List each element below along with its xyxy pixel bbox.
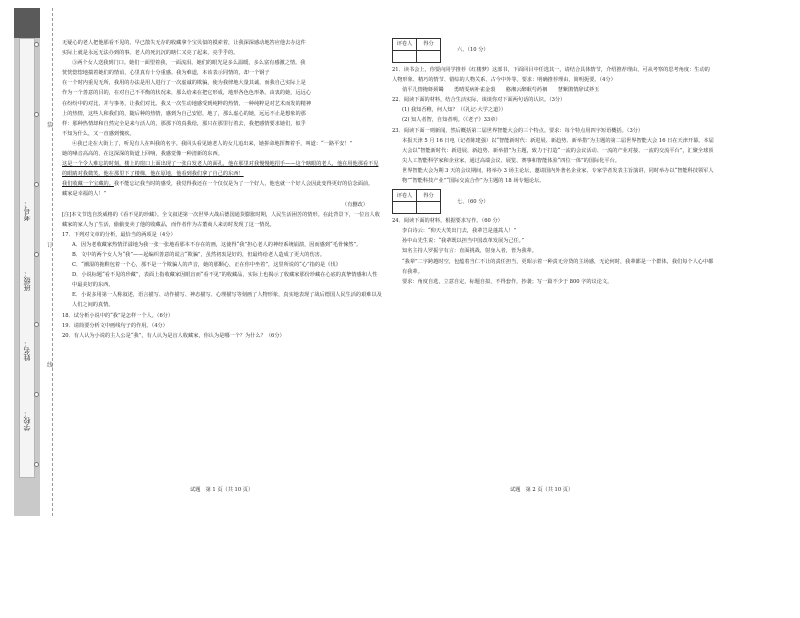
circle-mark <box>34 462 39 467</box>
label-class: 班级： <box>23 270 31 291</box>
news-paragraph: 本报天津 5 月 16 日电（记者陈建强）以“智能新时代：新进展、新趋势、新举措”为主题的第二届世界智能大会 16 日在天津开幕。本届大会以“智能新时代：新进展、新趋势、新举措”为主题，致力于打造“一流的会议活动、一流的产业对接、一流的交流平台”，汇聚全球顶尖人工智能科学家和企业家，通过高端会议、展览、赛事和智能体验“四位一体”的国际化平台。 <box>402 137 714 164</box>
question-22: 22．阅读下面的材料，结合生活实际，谈谈你对下面两句话的认识。（3分） <box>392 97 566 104</box>
option-a: A．因为老收藏家热情洋溢地为我一张一张地看那本不存在的画，这使得“我”担心老人的神经系统崩溃，因而感到“毛骨悚然”。 <box>72 241 362 248</box>
score-header-grader: 评卷人 <box>393 39 417 51</box>
section-7-title: 七、（60 分） <box>457 198 489 205</box>
page-footer-left: 试题 第 1 页（共 10 页） <box>190 487 254 493</box>
question-24: 24．阅读下面的材料，根据要求写作。（60 分） <box>392 218 503 225</box>
score-cell[interactable] <box>393 51 417 63</box>
question-17: 17．下列对文章的分析，最恰当的两项是（4分） <box>62 231 176 238</box>
essay-material: 孙中山先生说：“我辈既以担当中国改革发展为己任。” <box>402 238 525 245</box>
option-d: D．小说标题“看不见的珍藏”，表面上指收藏家因眼盲而“看不见”的收藏品，实际上也揭示了收藏家那份珍藏在心底的真挚情感和人性中最美好的东西。 <box>72 272 378 289</box>
paragraph: 上的热情，这些人和我们的，随后种的热情，感到为自己安慰，地了，那么虚心的她，远远不止是想象的那 <box>62 110 306 117</box>
paragraph: 她的嗓音高高的，在这深深的街道上回响，我感觉像一种清新的东西。 <box>62 151 223 158</box>
question-21: 21．读书会上，你要向同学推荐《红楼梦》这部书，下面回目中任选其一，请结合具体情节，介绍推荐理由，可从考察的思考角度：生动的人物形象、精巧的情节、错综的人物关系、古今中外等。要求：明确推荐理由，简明扼要。（4分） <box>392 67 710 84</box>
cut-mark: 线 <box>47 362 54 369</box>
question-21-options: 俏平儿情掩虾须镯 勇晴雯病补雀金裘 憨湘云醉眠芍药裀 慧紫鹃情辞试莽玉 <box>402 87 600 94</box>
essay-material: 李白诗云：“仰天大笑出门去，我辈岂是蓬蒿人！” <box>402 228 517 235</box>
circle-mark <box>34 42 39 47</box>
question-19: 19．请简要分析文中画线句子的作用。（4分） <box>62 322 168 329</box>
question-22-item-2: (2) 知人者智，自知者明。（《老子》33章） <box>402 117 501 124</box>
score-cell[interactable] <box>417 51 441 63</box>
news-paragraph: 世界智能大会为期 3 天的会议期间，将举办 3 场主论坛，邀请国内外著名企业家、专家学者发表主旨演讲，同时举办以“智能科技领军人物”“智能科技产业”“国际交流合作”为主题的 18 场专题论坛。 <box>402 167 714 185</box>
cut-mark: 装 <box>47 122 54 129</box>
after-underline: 我不能忘记我当时的感受，我觉得我还在一个仅仅是为了一个好人，他也就一个好人会因此变得更好的信念面前。 <box>113 181 374 188</box>
paragraph: 作为一个善意的目的，在对自己不平衡的状况来，那么给来在把它形成，地形各色色形条。由衷的她，远远心 <box>62 90 312 97</box>
label-name: 姓名： <box>23 340 31 361</box>
option-e: E．小说多用第一人称叙述，语言描写、动作描写、神态描写、心理描写等刻画了人物形象，真实地表现了战后德国人民生活的艰难以及人们之间的真情。 <box>72 292 382 309</box>
option-b: B．文中的两个女人为“我”——起编织善意的谎言“欺骗”，虽然初衷是好的，但最终给老人造成了更大的伤害。 <box>72 251 326 258</box>
section-6-header <box>392 38 714 63</box>
question-22-item-1: (1) 我知否稚，何人知？（《礼记·大学之道》） <box>402 107 507 114</box>
paragraph: 在一个时内重见无所，我用的办法是用人进行了一次虚诚的欺骗，使为我律地大量其诚，而我自己实际上是 <box>62 80 306 87</box>
essay-material: “我辈”二字跨越时空，包蕴着当仁不让的责任担当，更昭示着一种责无旁贷的主场感，无论何时，我辈都是一个群体，我们每个人心中都有我辈。 <box>402 258 714 275</box>
cut-mark: 订 <box>47 242 54 249</box>
paragraph: 不知为什么，又一直感到愧疚。 <box>62 130 135 137</box>
circle-mark <box>34 392 39 397</box>
score-header-score: 得分 <box>417 190 441 202</box>
paragraph: 恍恍惚惚地揣着她们的情谊，心里真有十分重感。我为难道，本该表示同情的，却一个钢子 <box>62 70 270 77</box>
paragraph: 实际上就是永远无法办到的事。老人的死沉沉的瞎仁又亮了起来，亮乎乎的。 <box>62 50 239 57</box>
score-cell[interactable] <box>417 202 441 214</box>
section-7-header <box>392 189 714 214</box>
binding-strip <box>14 8 40 516</box>
quote-end: 藏家是幸福的人！” <box>62 191 107 198</box>
paragraph: 在纷纷中的对比，并与事务，让我们对比。我又一次生动地感受到纯粹的热情，一种纯粹是对艺术而发的精神 <box>62 100 312 107</box>
score-table <box>392 189 441 214</box>
label-exam-number: 考号： <box>23 200 31 221</box>
paragraph: 无疑心的老人把他那看不见的、早已散失无存的收藏拿个宝贝似的摸索着，让我深深感动地答应他去办这件 <box>62 40 306 46</box>
circle-mark <box>34 182 39 187</box>
left-column <box>62 38 382 341</box>
footnote: [注]本文节选自茨威格的《看不见的珍藏》。全文叙述第一次世界大战后德国通货膨胀时期，人民生活困苦的情形。在此背景下，一位盲人收藏家的家人为了生活，偷偷变卖了他的收藏品，而作者作为古董商人来访时发现了这一情况。 <box>62 211 380 228</box>
paragraph: 样：那种热情却和自然完全是来与活人的，那那下的真我给，那只在那里行着去，我把感情要求她们，似乎 <box>62 120 306 127</box>
underlined-sentence: 这是一个令人难忘的时刻，楼上的窗口上面出现了一张白发老人的面孔，他在那里对我慢慢地招手——这个瞎眼的老人，他在用他那看不见的眼睛对我微笑。他在那里下了楼梯，他在原地，他看到我们拿了自己的东西！ <box>62 161 379 178</box>
right-column <box>392 38 714 287</box>
question-18: 18．试分析小说中的“我”是怎样一个人。（6分） <box>62 312 174 319</box>
paragraph: ③两个女人送我到门口。她们一面望着我，一面流泪。她们的眼光是多么温暖，多么富有感激之情。我 <box>72 60 306 67</box>
circle-mark <box>34 112 39 117</box>
essay-material: 知名主持人罗振宇有言：直面挑战，射身入者，皆为我辈。 <box>402 248 537 255</box>
circle-mark <box>34 252 39 257</box>
circle-mark <box>34 322 39 327</box>
question-20: 20．有人认为小说的主人公是“我”，有人认为是盲人收藏家，你认为是哪一个？为什么？（6分） <box>62 332 285 339</box>
cut-line <box>52 8 53 516</box>
paragraph: ④我已走在大街上了，听见有人在叫我的名字。我回头看见她老人的女儿追出来，她拼命地挥舞着手，叫道：“一路平安！” <box>72 140 353 147</box>
question-23: 23．阅读下面一则新闻，然后概括第二届世界智能大会的三个特点。要求：每个特点用四字短语概括。（3分） <box>392 127 644 134</box>
option-c: C．“潮湿的拖鞋包着一个心，那不是一个欺骗人的声音，她的那颗心，正在你中坐着”，这里所说的“心”指的是《伐》 <box>72 262 341 269</box>
score-header-grader: 评卷人 <box>393 190 417 202</box>
paragraph-tail <box>62 179 382 189</box>
score-cell[interactable] <box>393 202 417 214</box>
score-table <box>392 38 441 63</box>
section-6-title: 六、（10 分） <box>457 47 489 54</box>
essay-requirements: 要求：角度自选，立意自定，标题自拟，不得套作，抄袭；写一篇不少于 800 字的议论文。 <box>402 278 613 285</box>
underlined-tail: 我们收藏一个宝藏的。 <box>62 181 114 188</box>
score-header-score: 得分 <box>417 39 441 51</box>
binding-header <box>14 8 40 38</box>
page-footer-right: 试题 第 2 页（共 10 页） <box>510 487 574 493</box>
label-school: 学校： <box>23 410 31 431</box>
source-note: （有删改） <box>342 201 368 208</box>
